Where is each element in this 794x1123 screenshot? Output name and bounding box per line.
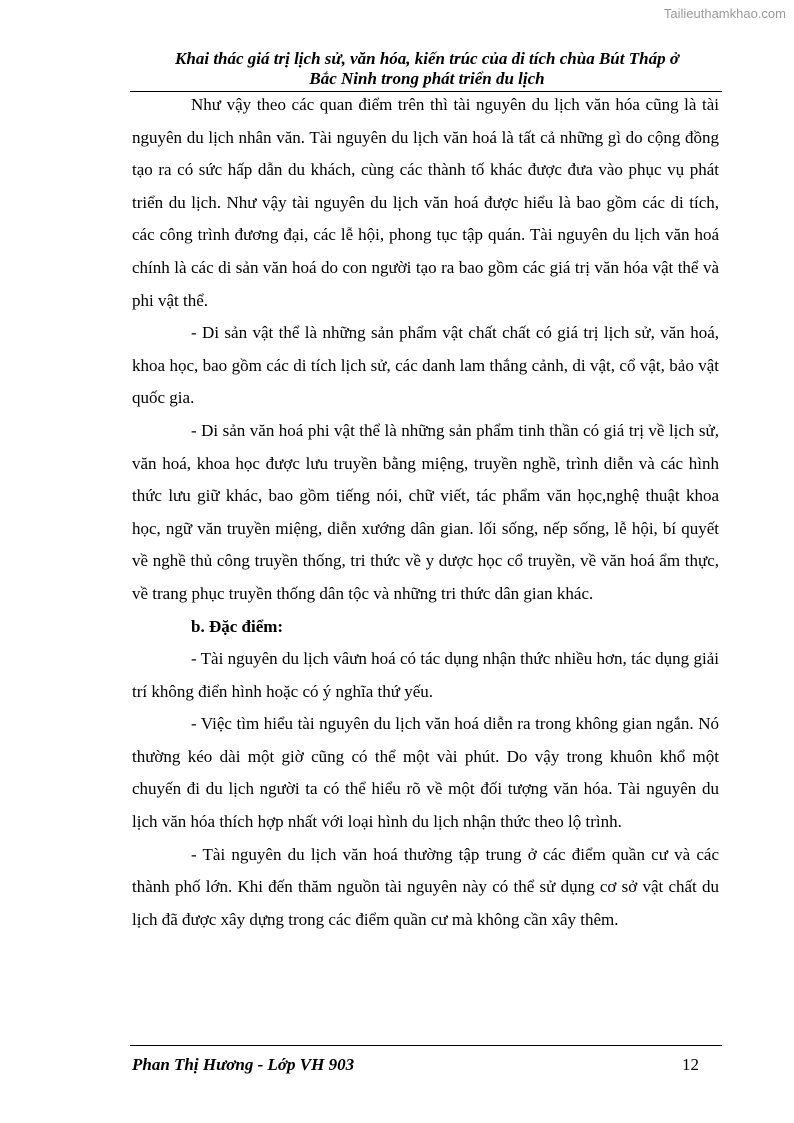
header-line-2: Bắc Ninh trong phát triển du lịch (309, 69, 545, 88)
paragraph-tangible-heritage: - Di sản vật thể là những sản phẩm vật chất chất có giá trị lịch sử, văn hoá, khoa học, bao gồm các di tích lịch sử, các danh lam thắng cảnh, di vật, cổ vật, bảo vật quốc gia. (132, 323, 719, 408)
header-line-1: Khai thác giá trị lịch sử, văn hóa, kiến trúc của di tích chùa Bút Tháp ở (175, 49, 679, 68)
paragraph-intro: Như vậy theo các quan điểm trên thì tài nguyên du lịch văn hóa cũng là tài nguyên du lịch nhân văn. Tài nguyên du lịch văn hoá là tất cả những gì do cộng đồng tạo ra có sức hấp dẫn du khách, cùng các thành tố khác được đưa vào phục vụ phát triển du lịch. Như vậy tài nguyên du lịch văn hoá được hiểu là bao gồm các di tích, các công trình đương đại, các lễ hội, phong tục tập quán. Tài nguyên du lịch văn hoá chính là các di sản văn hoá do con người tạo ra bao gồm các giá trị văn hóa vật thể và phi vật thể. (132, 95, 719, 310)
page-number: 12 (682, 1055, 699, 1074)
footer-author: Phan Thị Hương - Lớp VH 903 (132, 1055, 355, 1074)
running-header (134, 49, 720, 89)
paragraph-feature-2: - Việc tìm hiểu tài nguyên du lịch văn hoá diễn ra trong không gian ngắn. Nó thường kéo dài một giờ cũng có thể một vài phút. Do vậy trong khuôn khổ một chuyến đi du lịch người ta có thể hiểu rõ về một đối tượng văn hóa. Tài nguyên du lịch văn hóa thích hợp nhất với loại hình du lịch nhận thức theo lộ trình. (132, 714, 719, 832)
watermark-text: Tailieuthamkhao.com (663, 6, 786, 21)
page-body (132, 89, 719, 936)
section-heading: b. Đặc điểm: (191, 616, 284, 636)
paragraph-intangible-heritage: - Di sản văn hoá phi vật thể là những sản phẩm tinh thần có giá trị về lịch sử, văn hoá, khoa học được lưu truyền bằng miệng, truyền nghề, trình diễn và các hình thức lưu giữ khác, bao gồm tiếng nói, chữ viết, tác phẩm văn học,nghệ thuật khoa học, ngữ văn truyền miệng, diễn xướng dân gian. lối sống, nếp sống, lễ hội, bí quyết về nghề thủ công truyền thống, tri thức về y dược học cổ truyền, về văn hoá ẩm thực, về trang phục truyền thống dân tộc và những tri thức dân gian khác. (132, 420, 719, 603)
paragraph-feature-1: - Tài nguyên du lịch vâưn hoá có tác dụng nhận thức nhiều hơn, tác dụng giải trí không điển hình hoặc có ý nghĩa thứ yếu. (132, 649, 719, 701)
footer-divider (130, 1045, 722, 1046)
paragraph-feature-3: - Tài nguyên du lịch văn hoá thường tập trung ở các điểm quần cư và các thành phố lớn. Khi đến thăm nguồn tài nguyên này có thể sử dụng cơ sở vật chất du lịch đã được xây dựng trong các điểm quần cư mà không cần xây thêm. (132, 844, 719, 929)
